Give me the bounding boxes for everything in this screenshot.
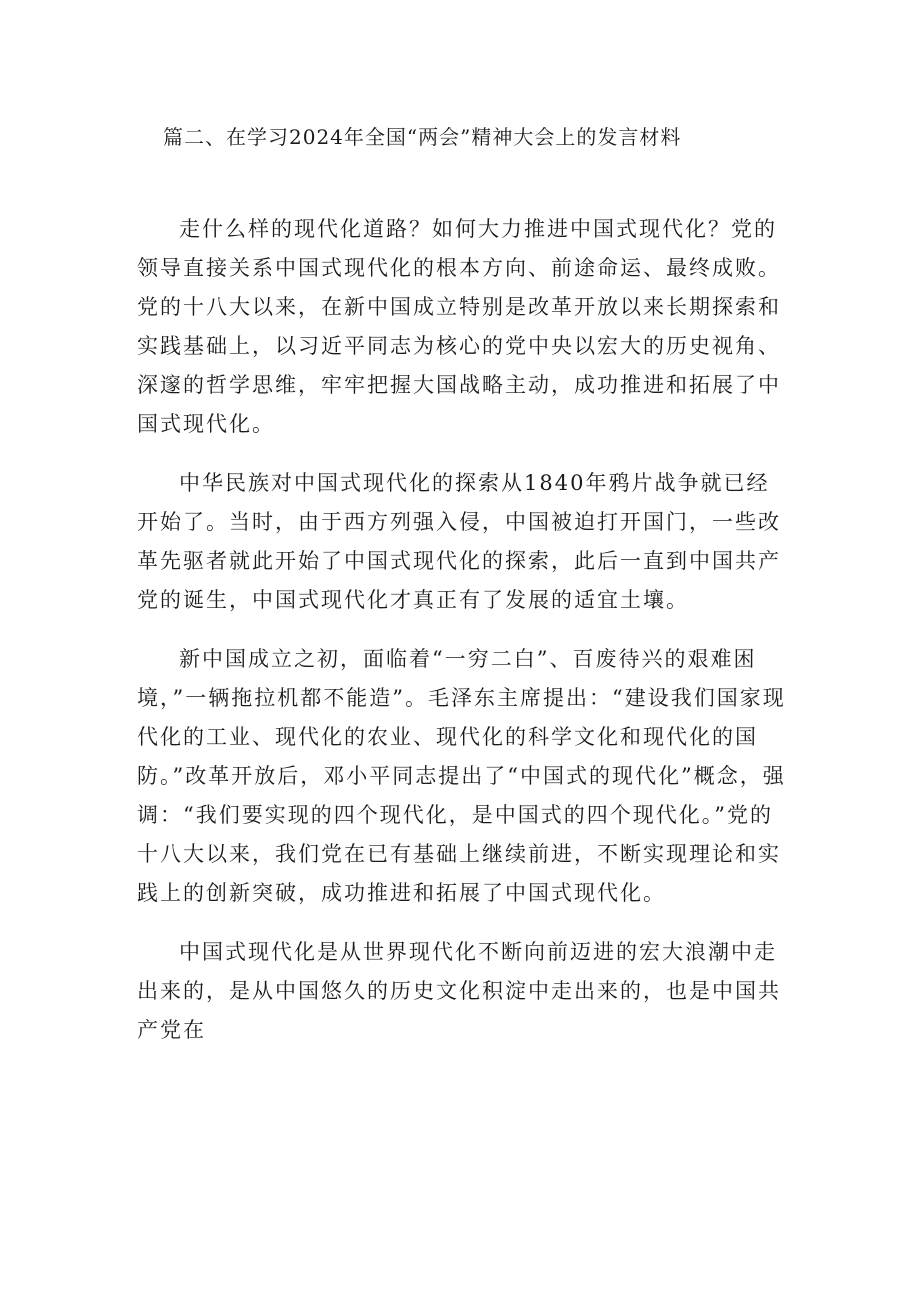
document-body: [137, 210, 787, 1070]
paragraph: 走什么样的现代化道路？如何大力推进中国式现代化？党的领导直接关系中国式现代化的根本方向、前途命运、最终成败。党的十八大以来，在新中国成立特别是改革开放以来长期探索和实践基础上，以习近平同志为核心的党中央以宏大的历史视角、深邃的哲学思维，牢牢把握大国战略主动，成功推进和拓展了中国式现代化。: [137, 217, 781, 436]
paragraph: 中华民族对中国式现代化的探索从1840年鸦片战争就已经开始了。当时，由于西方列强入侵，中国被迫打开国门，一些改革先驱者就此开始了中国式现代化的探索，此后一直到中国共产党的诞生，中国式现代化才真正有了发展的适宜土壤。: [137, 471, 781, 612]
paragraph: 新中国成立之初，面临着“一穷二白”、百废待兴的艰难困境，”一辆拖拉机都不能造”。毛泽东主席提出：“建设我们国家现代化的工业、现代化的农业、现代化的科学文化和现代化的国防。”改革开放后，邓小平同志提出了“中国式的现代化”概念，强调：“我们要实现的四个现代化，是中国式的四个现代化。”党的十八大以来，我们党在已有基础上继续前进，不断实现理论和实践上的创新突破，成功推进和拓展了中国式现代化。: [137, 647, 786, 905]
document-title: 篇二、在学习2024年全国“两会”精神大会上的发言材料: [163, 125, 682, 149]
paragraph: 中国式现代化是从世界现代化不断向前迈进的宏大浪潮中走出来的，是从中国悠久的历史文化积淀中走出来的，也是中国共产党在: [137, 940, 781, 1042]
